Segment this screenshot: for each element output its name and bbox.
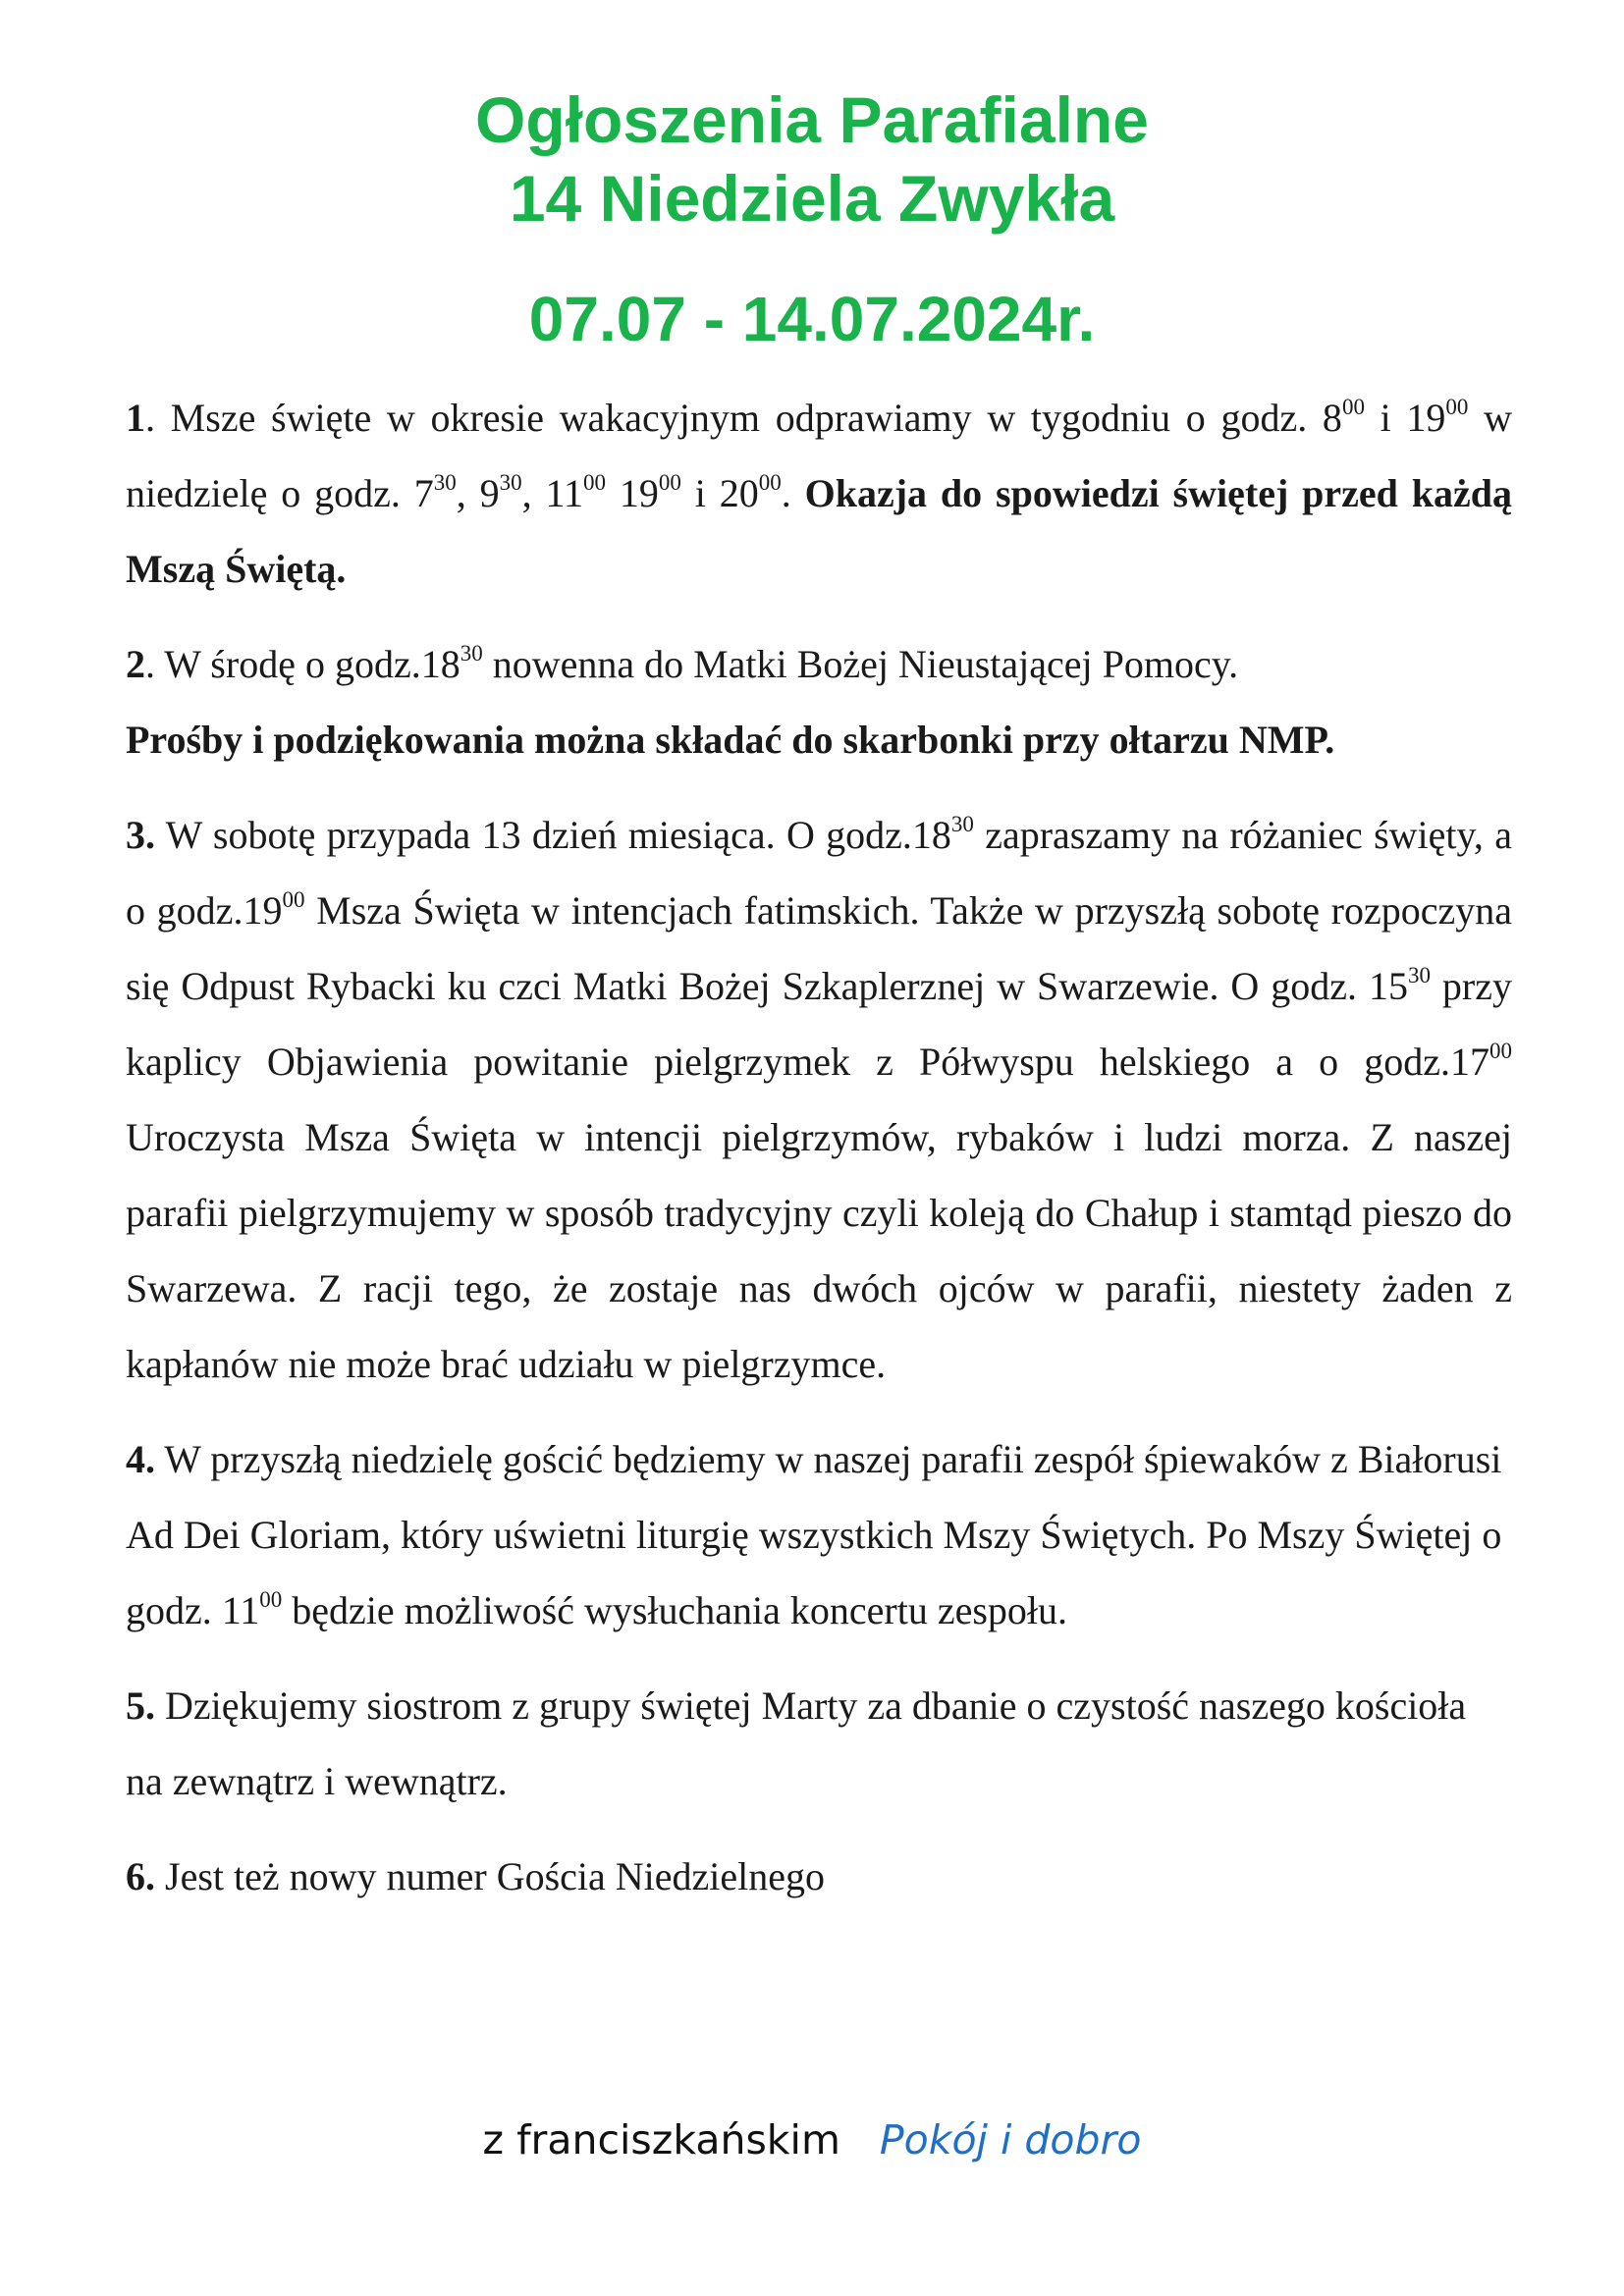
announcement-text: nowenna do Matki Bożej Nieustającej Pomocy.: [482, 642, 1239, 686]
announcement-text: . W środę o godz.18: [145, 642, 460, 686]
date-range: 07.07 - 14.07.2024r.: [528, 284, 1096, 354]
time-superscript: 30: [1407, 963, 1431, 988]
page-subtitle: 14 Niedziela Zwykła: [509, 162, 1115, 235]
announcement-text: .: [781, 471, 805, 515]
announcement-text: będzie możliwość wysłuchania koncertu zespołu.: [282, 1588, 1068, 1632]
announcement-text: i 19: [1364, 396, 1446, 440]
time-superscript: 30: [433, 470, 457, 495]
announcement-bold-text: Prośby i podziękowania można składać do skarbonki przy ołtarzu NMP.: [126, 718, 1335, 762]
announcement-number: 1: [126, 396, 145, 440]
announcement-text: W sobotę przypada 13 dzień miesiąca. O godz.18: [155, 813, 951, 857]
announcement-text: Dziękujemy siostrom z grupy świętej Marty za dbanie o czystość naszego kościoła na zewnątrz i wewnątrz.: [126, 1683, 1467, 1803]
time-superscript: 00: [1445, 395, 1469, 419]
announcement-number: 2: [126, 642, 145, 686]
footer-text: z franciszkańskim: [482, 2116, 840, 2163]
time-superscript: 00: [1489, 1039, 1512, 1063]
announcement-3: [126, 797, 1512, 1402]
page-title: Ogłoszenia Parafialne: [475, 83, 1149, 156]
announcement-text: , 9: [456, 471, 500, 515]
announcement-number: 6.: [126, 1854, 155, 1898]
time-superscript: 30: [460, 641, 483, 666]
announcement-6: [126, 1839, 1512, 1914]
announcement-text: W przyszłą niedzielę gościć będziemy w naszej parafii zespół śpiewaków z Białorusi Ad Dei Gloriam, który uświetni liturgię wszystkich Mszy Świętych. Po Mszy Świętej o godz. 11: [126, 1437, 1502, 1632]
announcement-text: Jest też nowy numer Gościa Niedzielnego: [155, 1854, 826, 1898]
time-superscript: 00: [582, 470, 606, 495]
time-superscript: 00: [758, 470, 782, 495]
announcement-5: [126, 1668, 1512, 1819]
announcement-2: [126, 626, 1512, 777]
announcement-number: 4.: [126, 1437, 155, 1481]
time-superscript: 00: [259, 1587, 283, 1612]
announcement-text: i 20: [680, 471, 759, 515]
announcement-text: , 11: [521, 471, 583, 515]
footer-greeting: Pokój i dobro: [879, 2116, 1142, 2163]
announcement-text: w niedzielę o godz. 7: [126, 396, 1512, 515]
announcement-bold-text: Okazja do spowiedzi świętej przed każdą Mszą Świętą.: [126, 471, 1513, 591]
time-superscript: 00: [658, 470, 681, 495]
time-superscript: 00: [1341, 395, 1365, 419]
announcement-1: [126, 380, 1512, 607]
announcement-4: [126, 1421, 1512, 1648]
announcements-list: [126, 380, 1512, 1934]
announcement-text: Uroczysta Msza Święta w intencji pielgrzymów, rybaków i ludzi morza. Z naszej parafii pielgrzymujemy w sposób tradycyjny czyli koleją do Chałup i stamtąd pieszo do Swarzewa. Z racji tego, że zostaje nas dwóch ojców w parafii, niestety żaden z kapłanów nie może brać udziału w pielgrzymce.: [126, 1115, 1512, 1386]
announcement-text: przy kaplicy Objawienia powitanie pielgrzymek z Półwyspu helskiego a o godz.17: [126, 964, 1512, 1084]
announcement-text: zapraszamy na różaniec święty, a o godz.19: [126, 813, 1512, 933]
announcement-text: . Msze święte w okresie wakacyjnym odprawiamy w tygodniu o godz. 8: [145, 396, 1342, 440]
announcement-text: 19: [605, 471, 659, 515]
footer-signature: [0, 2110, 1624, 2169]
announcement-text: Msza Święta w intencjach fatimskich. Także w przyszłą sobotę rozpoczyna się Odpust Rybacki ku czci Matki Bożej Szkaplerznej w Swarzewie. O godz. 15: [126, 888, 1512, 1008]
time-superscript: 30: [950, 812, 974, 836]
announcement-number: 3.: [126, 813, 155, 857]
announcement-number: 5.: [126, 1683, 155, 1728]
time-superscript: 30: [499, 470, 522, 495]
time-superscript: 00: [282, 887, 305, 912]
